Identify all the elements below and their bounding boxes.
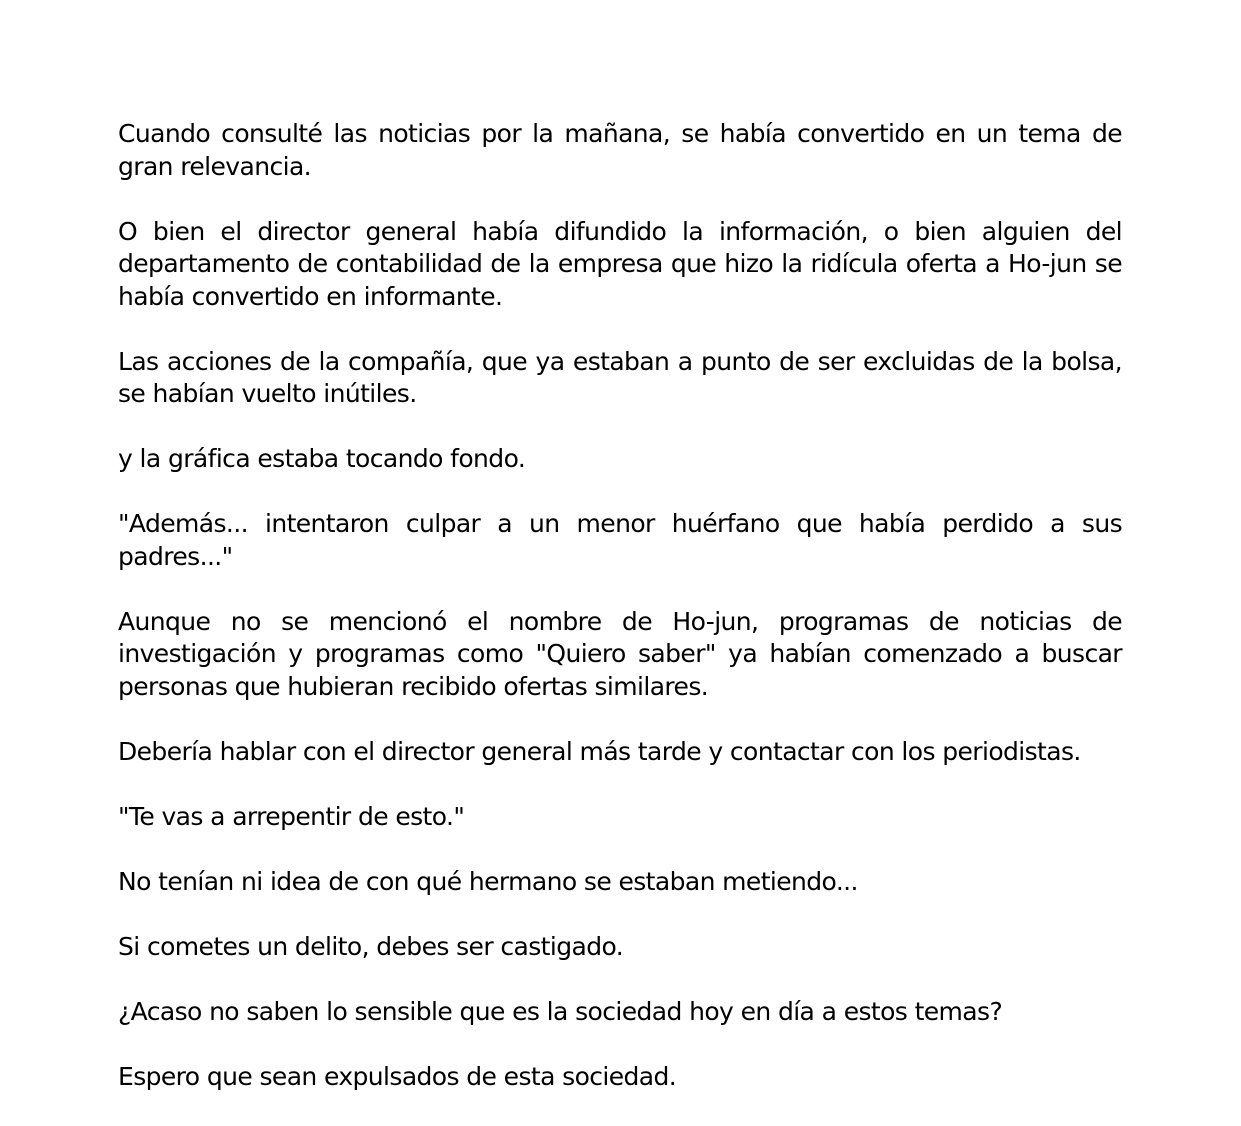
paragraph-5: "Además... intentaron culpar a un menor huérfano que había perdido a sus padres..." [118, 509, 1122, 571]
document-body [118, 118, 1122, 1126]
paragraph-9: No tenían ni idea de con qué hermano se estaban metiendo... [118, 866, 858, 896]
paragraph-8: "Te vas a arrepentir de esto." [118, 801, 465, 831]
paragraph-12: Espero que sean expulsados de esta sociedad. [118, 1061, 677, 1091]
paragraph-10: Si cometes un delito, debes ser castigado. [118, 931, 624, 961]
paragraph-7: Debería hablar con el director general más tarde y contactar con los periodistas. [118, 736, 1081, 766]
paragraph-3: Las acciones de la compañía, que ya estaban a punto de ser excluidas de la bolsa, se habían vuelto inútiles. [118, 346, 1122, 408]
paragraph-11: ¿Acaso no saben lo sensible que es la sociedad hoy en día a estos temas? [118, 996, 1003, 1026]
paragraph-2: O bien el director general había difundido la información, o bien alguien del departamento de contabilidad de la empresa que hizo la ridícula oferta a Ho-jun se había convertido en informante. [118, 216, 1122, 311]
paragraph-1: Cuando consulté las noticias por la mañana, se había convertido en un tema de gran relevancia. [118, 119, 1122, 181]
paragraph-6: Aunque no se mencionó el nombre de Ho-jun, programas de noticias de investigación y programas como "Quiero saber" ya habían comenzado a buscar personas que hubieran recibido ofertas similares. [118, 606, 1122, 701]
paragraph-4: y la gráfica estaba tocando fondo. [118, 444, 526, 473]
